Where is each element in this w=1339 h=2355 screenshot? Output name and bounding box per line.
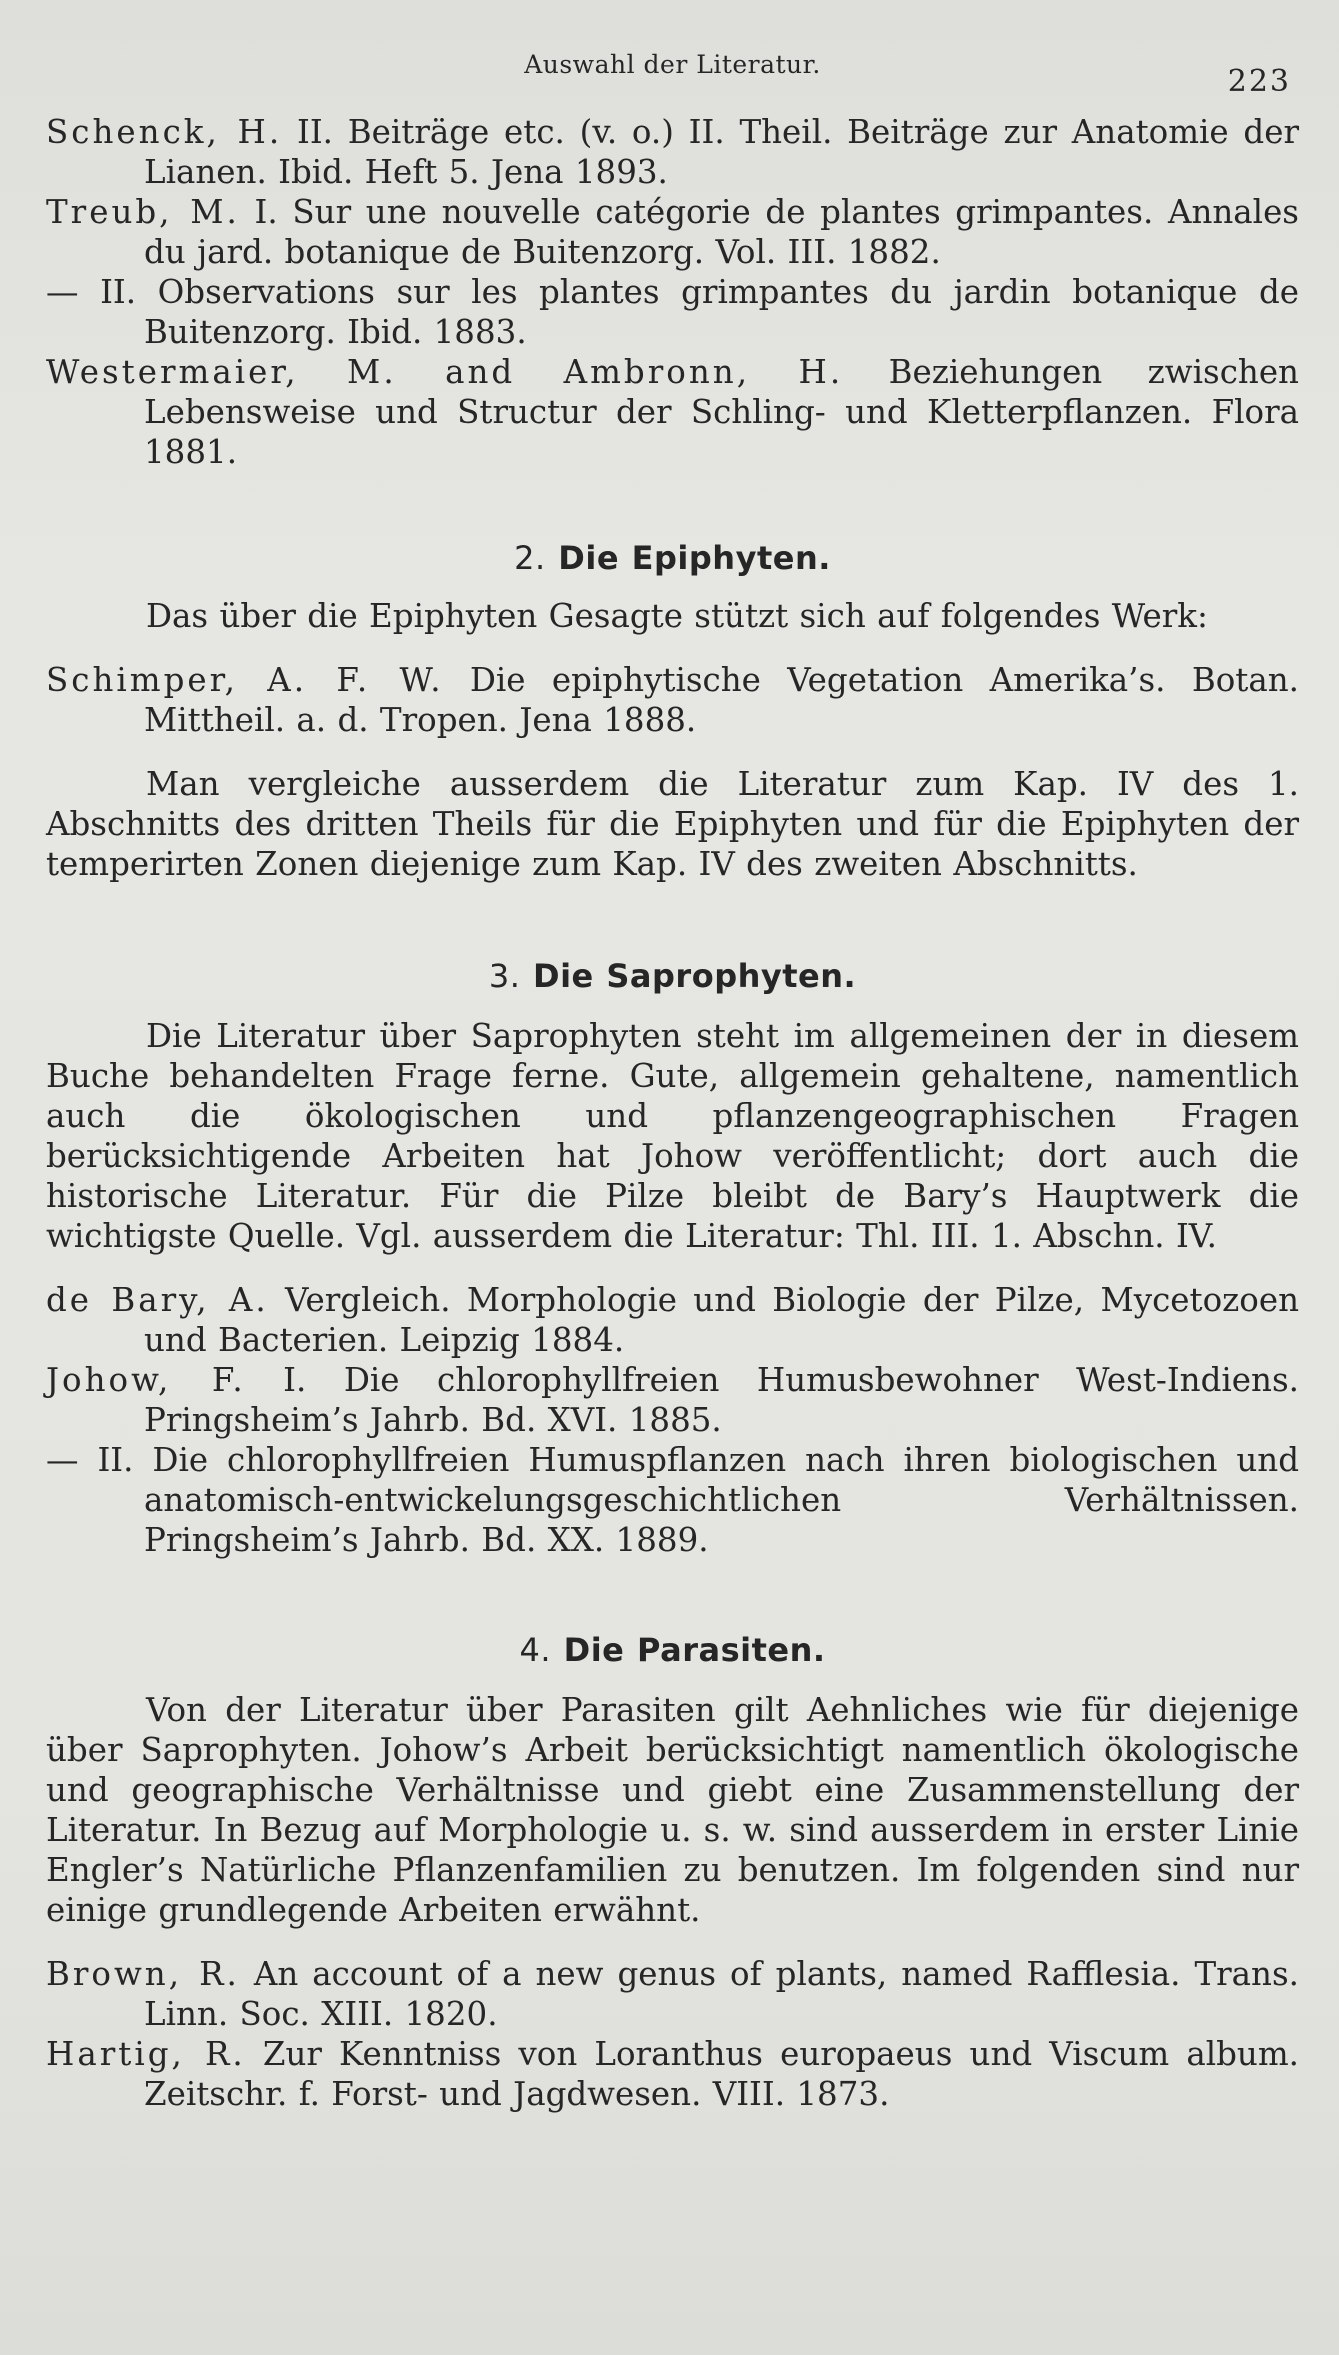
section-intro: Die Literatur über Saprophyten steht im allgemeinen der in diesem Buche behandelten Frage ferne. Gute, allgemein gehaltene, namentlich auch die ökologischen und pflanzengeographischen Fragen berücksichtigende Arbeiten hat Johow veröffentlicht; dort auch die historische Literatur. Für die Pilze bleibt de Bary’s Hauptwerk die wichtigste Quelle. Vgl. ausserdem die Literatur: Thl. III. 1. Abschn. IV. [46,1017,1299,1255]
reference-author: Schenck, H. [46,113,283,151]
reference-entry [46,1360,1299,1440]
section-title: Die Saprophyten. [533,957,857,995]
section-title: Die Parasiten. [563,1631,826,1669]
page-body [46,112,1299,2114]
reference-author: Johow, F. [46,1361,246,1399]
section-intro: Das über die Epiphyten Gesagte stützt sich auf folgendes Werk: [146,597,1208,635]
reference-entry [46,2034,1299,2114]
reference-author: Westermaier, M. and Ambronn, H. [46,353,844,391]
reference-text: Zur Kenntniss von Loranthus europaeus und Viscum album. Zeitschr. f. Forst- und Jagdwesen. VIII. 1873. [144,2035,1299,2113]
reference-author: — [46,273,79,311]
page-number: 223 [1227,64,1291,99]
section-number: 2. [514,539,546,577]
reference-entry [46,272,1299,352]
section-heading-epiphyten [46,538,1299,578]
reference-entry [46,192,1299,272]
section-heading-saprophyten [46,956,1299,996]
reference-author: Treub, M. [46,193,240,231]
reference-entry [46,1954,1299,2034]
section-title: Die Epiphyten. [558,539,831,577]
reference-entry [46,352,1299,472]
reference-author: de Bary, A. [46,1281,269,1319]
reference-text: Vergleich. Morphologie und Biologie der Pilze, Mycetozoen und Bacterien. Leipzig 1884. [144,1281,1299,1359]
reference-text: I. Die chlorophyllfreien Humusbewohner West-Indiens. Pringsheim’s Jahrb. Bd. XVI. 1885. [144,1361,1299,1439]
running-title: Auswahl der Literatur. [524,50,821,79]
section-intro: Von der Literatur über Parasiten gilt Aehnliches wie für diejenige über Saprophyten. Johow’s Arbeit berücksichtigt namentlich ökologische und geographische Verhältnisse und giebt eine Zusammenstellung der Literatur. In Bezug auf Morphologie u. s. w. sind ausserdem in erster Linie Engler’s Natürliche Pflanzenfamilien zu benutzen. Im folgenden sind nur einige grundlegende Arbeiten erwähnt. [46,1691,1299,1929]
reference-entry [46,1440,1299,1560]
reference-text: Beziehungen zwischen Lebensweise und Structur der Schling- und Kletterpflanzen. Flora 1881. [144,353,1299,471]
reference-entry [46,1280,1299,1360]
section-note: Man vergleiche ausserdem die Literatur zum Kap. IV des 1. Abschnitts des dritten Theils für die Epiphyten und für die Epiphyten der temperirten Zonen diejenige zum Kap. IV des zweiten Abschnitts. [46,765,1299,883]
reference-author: Brown, R. [46,1955,240,1993]
reference-text: II. Beiträge etc. (v. o.) II. Theil. Beiträge zur Anatomie der Lianen. Ibid. Heft 5. Jena 1893. [144,113,1299,191]
reference-text: II. Observations sur les plantes grimpantes du jardin botanique de Buitenzorg. Ibid. 1883. [100,273,1299,351]
running-head [46,0,1299,112]
section-heading-parasiten [46,1630,1299,1670]
section-number: 3. [488,957,521,995]
reference-text: II. Die chlorophyllfreien Humuspflanzen nach ihren biologischen und anatomisch-entwickelungsgeschichtlichen Verhältnissen. Pringsheim’s Jahrb. Bd. XX. 1889. [97,1441,1299,1559]
reference-author: — [46,1441,79,1479]
reference-text: Die epiphytische Vegetation Amerika’s. Botan. Mittheil. a. d. Tropen. Jena 1888. [144,661,1299,739]
reference-entry [46,660,1299,740]
reference-author: Hartig, R. [46,2035,246,2073]
reference-text: An account of a new genus of plants, named Rafflesia. Trans. Linn. Soc. XIII. 1820. [144,1955,1299,2033]
section-number: 4. [519,1631,551,1669]
reference-text: I. Sur une nouvelle catégorie de plantes grimpantes. Annales du jard. botanique de Buitenzorg. Vol. III. 1882. [144,193,1299,271]
reference-entry [46,112,1299,192]
reference-author: Schimper, A. F. W. [46,661,444,699]
